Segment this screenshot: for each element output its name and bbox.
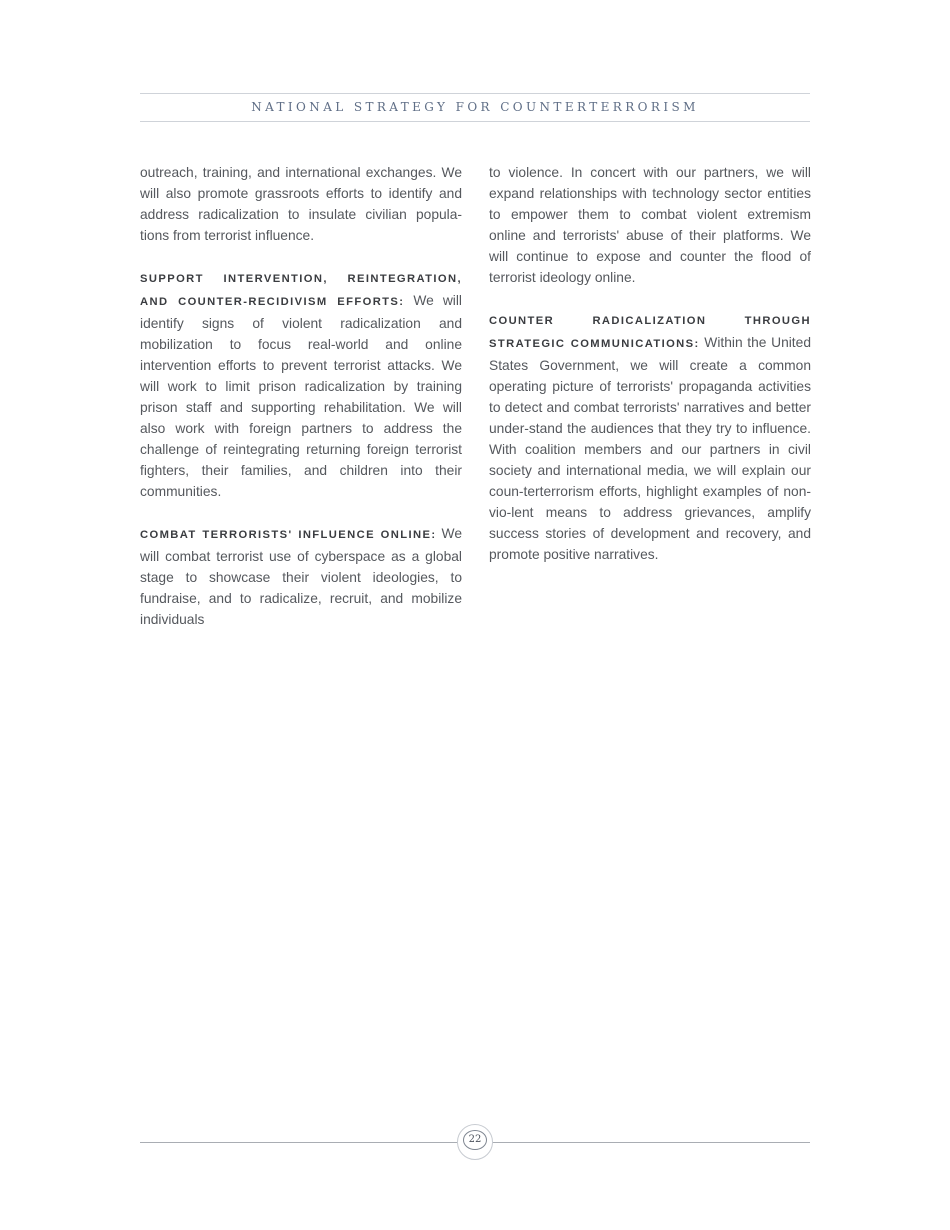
section-heading-strategic-communications: COUNTER RADICALIZATION THROUGH STRATEGIC COMMUNICATIONS: (489, 315, 811, 350)
section-body-combat-online: We will combat terrorist use of cyberspace as a global stage to showcase their violent ideologies, to fundraise, and to radicalize, recruit, and mobilize individuals (140, 526, 463, 627)
page-number: 22 (463, 1130, 487, 1150)
header-title: NATIONAL STRATEGY FOR COUNTERTERRORISM (251, 100, 699, 114)
right-column (489, 162, 811, 586)
section-heading-combat-online: COMBAT TERRORISTS' INFLUENCE ONLINE: (140, 529, 437, 541)
left-column (140, 162, 462, 651)
paragraph-support-intervention (140, 267, 462, 502)
section-heading-support-intervention: SUPPORT INTERVENTION, REINTEGRATION, AND COUNTER-RECIDIVISM EFFORTS: (140, 273, 462, 308)
paragraph-strategic-communications (489, 309, 811, 565)
footer-rule-right (490, 1142, 810, 1143)
footer-rule-left (140, 1142, 460, 1143)
running-header (140, 93, 810, 122)
paragraph-outreach: outreach, training, and international exchanges. We will also promote grassroots efforts to identify and address radicalization to insulate civilian popula-tions from terrorist influence. (140, 165, 462, 243)
paragraph-continuation: to violence. In concert with our partners, we will expand relationships with technology sector entities to empower them to combat violent extremism online and terrorists' abuse of their platforms. We will continue to expose and counter the flood of terrorist ideology online. (489, 165, 811, 285)
section-body-strategic-communications: Within the United States Government, we will create a common operating picture of terrorists' propaganda activities to detect and combat terrorists' narratives and better under-stand the audiences that they try to influence. With coalition members and our partners in civil society and international media, we will explain our coun-terterrorism efforts, highlight examples of non-vio-lent means to address grievances, amplify success stories of development and recovery, and promote positive narratives. (489, 335, 811, 562)
section-body-support-intervention: We will identify signs of violent radicalization and mobilization to focus real-world and online intervention efforts to prevent terrorist attacks. We will work to limit prison radicalization by training prison staff and supporting rehabilitation. We will also work with foreign partners to address the challenge of reintegrating returning foreign terrorist fighters, their families, and children into their communities. (140, 293, 462, 499)
paragraph-combat-online (140, 523, 462, 630)
